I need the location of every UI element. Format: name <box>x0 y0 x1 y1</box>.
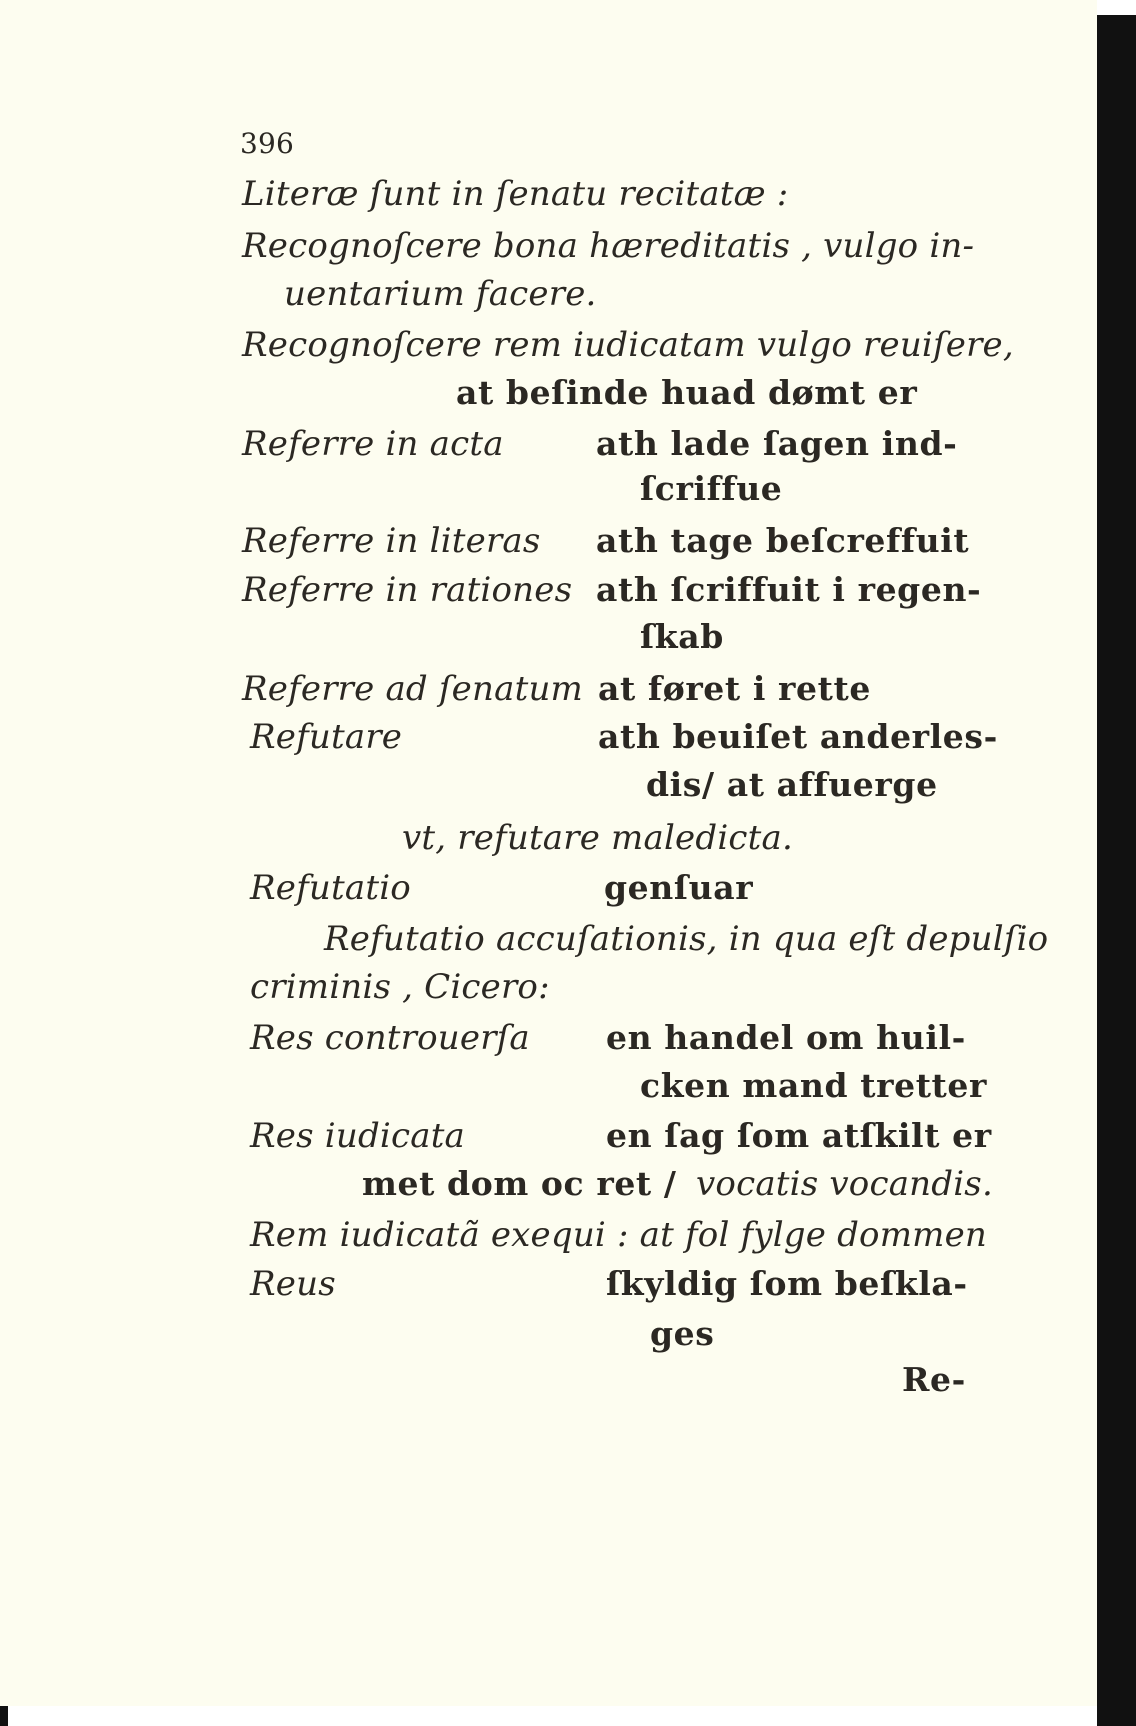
entry-translation-cont: dis/ at affuerge <box>646 765 938 804</box>
translation-line: met dom oc ret / <box>362 1164 677 1203</box>
entry-translation: ath tage beſcreffuit <box>596 521 970 560</box>
text-line: Refutatio accuſationis, in qua eſt depulſio <box>324 919 1049 959</box>
entry-translation: ath beuiſet anderles- <box>598 717 998 756</box>
entry-translation-cont: ges <box>650 1314 715 1353</box>
scan-edge-bottom <box>0 1706 1097 1726</box>
text-line: Literæ ſunt in ſenatu recitatæ : <box>242 174 789 214</box>
entry-translation: genſuar <box>604 868 754 907</box>
example-line: vocatis vocandis. <box>696 1164 993 1204</box>
entry-translation: ſkyldig ſom beſkla- <box>606 1264 968 1303</box>
text-line: Rem iudicatã exequi : at fol fylge dommen <box>250 1215 988 1255</box>
page-number: 396 <box>240 127 295 160</box>
entry-term: Res iudicata <box>250 1116 466 1156</box>
entry-translation: en handel om huil- <box>606 1018 966 1057</box>
entry-term: Res controuerſa <box>250 1018 530 1058</box>
text-line: Recognoſcere bona hæreditatis , vulgo in- <box>242 226 975 266</box>
catchword: Re- <box>902 1360 966 1399</box>
scan-edge-corner <box>0 1706 8 1726</box>
entry-translation: en ſag ſom atſkilt er <box>606 1116 992 1155</box>
entry-term: Referre ad ſenatum <box>242 669 583 709</box>
translation-line: at beſinde huad dømt er <box>456 373 918 412</box>
entry-term: Referre in acta <box>242 424 504 464</box>
entry-translation-cont: ſkab <box>640 617 724 656</box>
text-line: criminis , Cicero: <box>250 967 550 1007</box>
scan-edge-right <box>1097 15 1136 1726</box>
entry-translation: ath lade ſagen ind- <box>596 424 958 463</box>
entry-term: Refutatio <box>250 868 411 908</box>
entry-translation-cont: ſcriffue <box>640 469 783 508</box>
entry-translation: ath ſcriffuit i regen- <box>596 570 982 609</box>
entry-term: Referre in rationes <box>242 570 573 610</box>
entry-term: Reus <box>250 1264 336 1304</box>
entry-translation: at føret i rette <box>598 669 871 708</box>
entry-term: Refutare <box>250 717 403 757</box>
entry-term: Referre in literas <box>242 521 541 561</box>
text-line: uentarium facere. <box>284 274 597 314</box>
entry-translation-cont: cken mand tretter <box>640 1066 987 1105</box>
example-line: vt, refutare maledicta. <box>402 818 793 858</box>
text-line: Recognoſcere rem iudicatam vulgo reuiſere, <box>242 325 1014 365</box>
